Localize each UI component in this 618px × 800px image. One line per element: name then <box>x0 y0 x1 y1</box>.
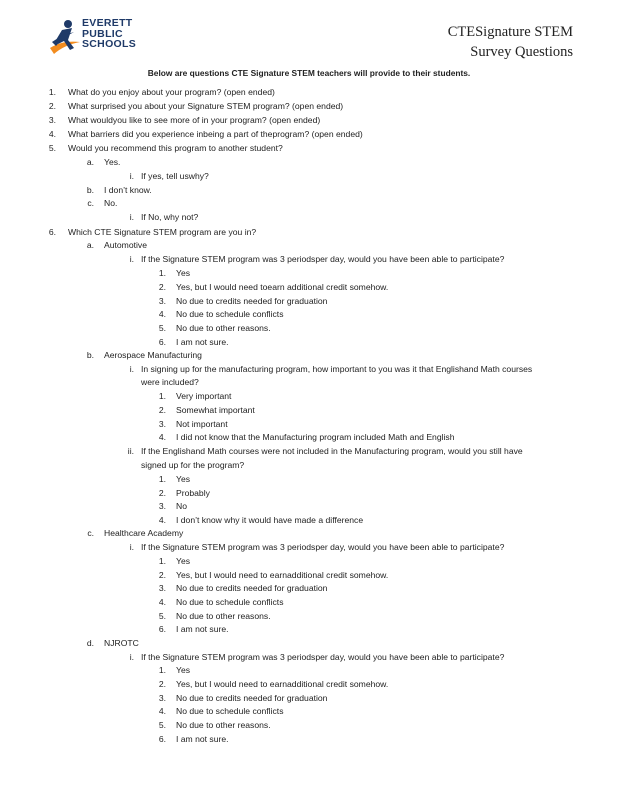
marker: 5. <box>48 143 56 153</box>
automotive-answer-6: I am not sure. <box>176 337 229 347</box>
automotive-answer-1: Yes <box>176 268 191 278</box>
marker: 4. <box>158 597 166 607</box>
marker: 2. <box>48 101 56 111</box>
title-line-2: Survey Questions <box>470 44 573 60</box>
question-4: What barriers did you experience inbeing a part of theprogram? (open ended) <box>68 129 363 139</box>
document-title <box>448 22 573 62</box>
marker: 1. <box>158 391 166 401</box>
program-automotive: Automotive <box>104 240 147 250</box>
marker: 3. <box>48 115 56 125</box>
runner-logo-icon <box>48 18 84 60</box>
question-2: What surprised you about your Signature STEM program? (open ended) <box>68 101 344 111</box>
automotive-question: If the Signature STEM program was 3 periodsper day, would you have been able to participate? <box>141 254 505 264</box>
automotive-answer-3: No due to credits needed for graduation <box>176 296 328 306</box>
marker: c. <box>87 528 94 538</box>
marker: d. <box>86 638 94 648</box>
marker: i. <box>129 171 134 181</box>
njrotc-answer-2: Yes, but I would need to earnadditional credit somehow. <box>176 679 389 689</box>
q5-option-a-followup: If yes, tell uswhy? <box>141 171 209 181</box>
automotive-answer-5: No due to other reasons. <box>176 323 271 333</box>
aerospace-q2-answer-2: Probably <box>176 488 210 498</box>
marker: 2. <box>158 679 166 689</box>
aerospace-question-2-line-1: If the Englishand Math courses were not included in the Manufacturing program, would you still have <box>141 446 523 456</box>
program-aerospace: Aerospace Manufacturing <box>104 350 202 360</box>
title-line-1: CTESignature STEM <box>447 24 573 40</box>
healthcare-answer-6: I am not sure. <box>176 624 229 634</box>
aerospace-q2-answer-4: I don’t know why it would have made a difference <box>176 515 364 525</box>
aerospace-q1-answer-2: Somewhat important <box>176 405 255 415</box>
q5-option-c-followup: If No, why not? <box>141 212 199 222</box>
marker: c. <box>87 198 94 208</box>
marker: i. <box>129 652 134 662</box>
marker: 2. <box>158 570 166 580</box>
healthcare-answer-5: No due to other reasons. <box>176 611 271 621</box>
marker: 3. <box>158 419 166 429</box>
marker: 1. <box>158 474 166 484</box>
q5-option-c: No. <box>104 198 118 208</box>
marker: 5. <box>158 323 166 333</box>
njrotc-answer-3: No due to credits needed for graduation <box>176 693 328 703</box>
marker: ii. <box>127 446 134 456</box>
marker: 4. <box>158 706 166 716</box>
aerospace-q2-answer-1: Yes <box>176 474 191 484</box>
healthcare-answer-3: No due to credits needed for graduation <box>176 583 328 593</box>
healthcare-answer-1: Yes <box>176 556 191 566</box>
marker: 1. <box>158 665 166 675</box>
marker: a. <box>86 240 94 250</box>
question-1: What do you enjoy about your program? (open ended) <box>68 87 275 97</box>
question-3: What wouldyou like to see more of in your program? (open ended) <box>68 115 321 125</box>
marker: 2. <box>158 488 166 498</box>
marker: i. <box>129 254 134 264</box>
aerospace-question-2-line-2: signed up for the program? <box>141 460 245 470</box>
logo-line-1: EVERETT <box>82 17 133 29</box>
marker: 3. <box>158 693 166 703</box>
marker: 6. <box>158 734 166 744</box>
healthcare-answer-2: Yes, but I would need to earnadditional credit somehow. <box>176 570 389 580</box>
q5-option-b: I don’t know. <box>104 185 152 195</box>
njrotc-answer-1: Yes <box>176 665 191 675</box>
automotive-answer-2: Yes, but I would need toearn additional credit somehow. <box>176 282 389 292</box>
marker: 4. <box>158 515 166 525</box>
program-healthcare: Healthcare Academy <box>104 528 184 538</box>
marker: 1. <box>158 556 166 566</box>
marker: 6. <box>158 624 166 634</box>
marker: 2. <box>158 405 166 415</box>
marker: b. <box>86 350 94 360</box>
marker: a. <box>86 157 94 167</box>
question-6: Which CTE Signature STEM program are you in? <box>68 227 257 237</box>
marker: 3. <box>158 296 166 306</box>
logo-line-3: SCHOOLS <box>82 38 137 50</box>
njrotc-answer-5: No due to other reasons. <box>176 720 271 730</box>
aerospace-q1-answer-4: I did not know that the Manufacturing program included Math and English <box>176 432 455 442</box>
automotive-answer-4: No due to schedule conflicts <box>176 309 284 319</box>
marker: 6. <box>48 227 56 237</box>
marker: 4. <box>48 129 56 139</box>
question-5: Would you recommend this program to another student? <box>68 143 283 153</box>
njrotc-question: If the Signature STEM program was 3 periodsper day, would you have been able to participate? <box>141 652 505 662</box>
aerospace-q1-answer-3: Not important <box>176 419 228 429</box>
program-njrotc: NJROTC <box>104 638 139 648</box>
njrotc-answer-4: No due to schedule conflicts <box>176 706 284 716</box>
marker: i. <box>129 542 134 552</box>
q5-option-a: Yes. <box>104 157 121 167</box>
aerospace-q2-answer-3: No <box>176 501 187 511</box>
intro-text: Below are questions CTE Signature STEM teachers will provide to their students. <box>147 68 471 78</box>
logo-text <box>82 18 136 50</box>
njrotc-answer-6: I am not sure. <box>176 734 229 744</box>
aerospace-q1-answer-1: Very important <box>176 391 232 401</box>
marker: 5. <box>158 720 166 730</box>
marker: i. <box>129 364 134 374</box>
healthcare-question: If the Signature STEM program was 3 periodsper day, would you have been able to participate? <box>141 542 505 552</box>
aerospace-question-1-line-2: were included? <box>141 377 199 387</box>
marker: 2. <box>158 282 166 292</box>
marker: 4. <box>158 309 166 319</box>
marker: 6. <box>158 337 166 347</box>
marker: 1. <box>48 87 56 97</box>
marker: 1. <box>158 268 166 278</box>
aerospace-question-1-line-1: In signing up for the manufacturing program, how important to you was it that Englishand Math courses <box>141 364 533 374</box>
marker: 5. <box>158 611 166 621</box>
marker: 4. <box>158 432 166 442</box>
healthcare-answer-4: No due to schedule conflicts <box>176 597 284 607</box>
marker: 3. <box>158 501 166 511</box>
school-logo <box>48 18 158 60</box>
logo-line-2: PUBLIC <box>82 27 123 40</box>
marker: i. <box>129 212 134 222</box>
marker: 3. <box>158 583 166 593</box>
marker: b. <box>86 185 94 195</box>
